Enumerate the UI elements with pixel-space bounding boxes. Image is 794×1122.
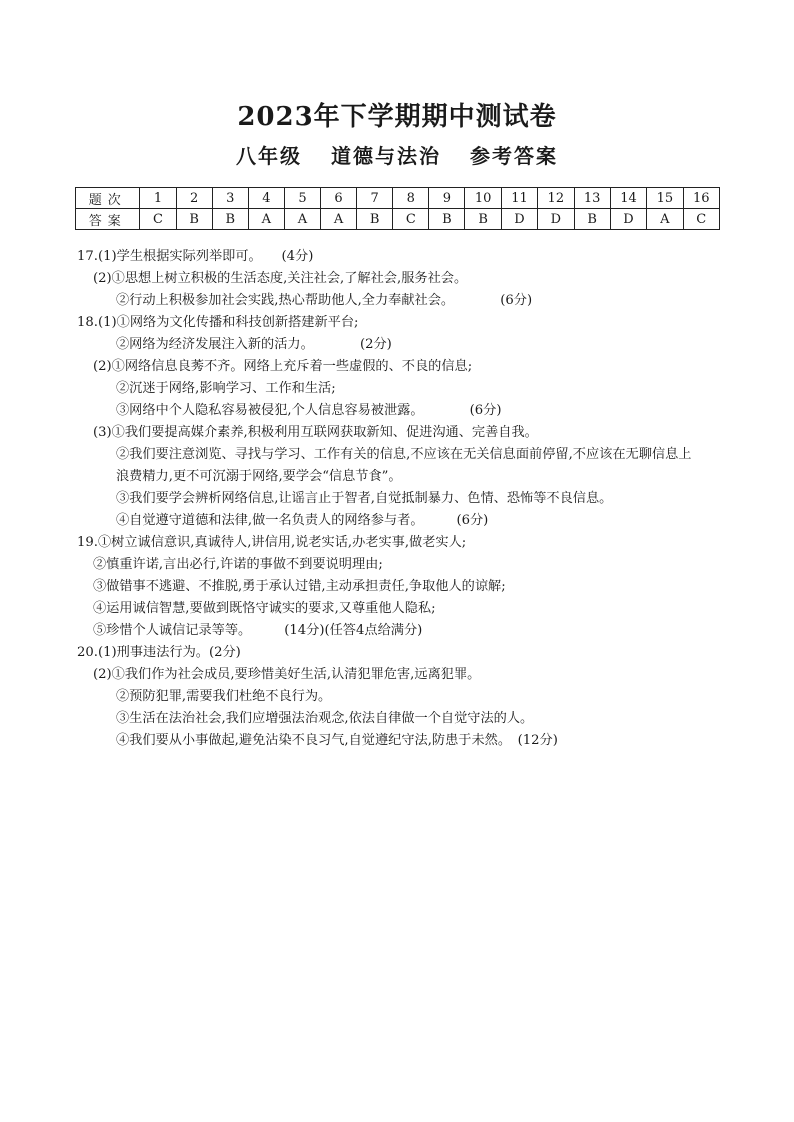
answer-explanations — [77, 246, 727, 752]
answer-line: 20.(1)刑事违法行为。(2分) — [77, 645, 241, 660]
answer-table — [75, 187, 720, 230]
answer-cell: B — [465, 209, 501, 230]
page-subtitle — [0, 140, 794, 169]
answer-line: ②慎重许诺,言出必行,许诺的事做不到要说明理由; — [93, 557, 383, 572]
answer-cell: A — [284, 209, 320, 230]
answer-line: ③生活在法治社会,我们应增强法治观念,依法自律做一个自觉守法的人。 — [116, 711, 534, 726]
question-number-cell: 5 — [284, 188, 320, 209]
answer-line: ②预防犯罪,需要我们杜绝不良行为。 — [116, 689, 332, 704]
question-number-cell: 7 — [357, 188, 393, 209]
subtitle-grade: 八年级 — [236, 144, 303, 168]
answer-cell: A — [647, 209, 683, 230]
row-label-answer: 答案 — [76, 209, 140, 230]
question-number-cell: 10 — [465, 188, 501, 209]
subtitle-subject: 道德与法治 — [331, 144, 441, 168]
answer-cell: C — [393, 209, 429, 230]
question-number-cell: 11 — [501, 188, 537, 209]
answer-line: ④运用诚信智慧,要做到既恪守诚实的要求,又尊重他人隐私; — [93, 601, 436, 616]
answer-line: (2)①我们作为社会成员,要珍惜美好生活,认清犯罪危害,远离犯罪。 — [93, 667, 481, 682]
subtitle-label: 参考答案 — [469, 144, 558, 168]
answer-cell: B — [212, 209, 248, 230]
answer-line: 17.(1)学生根据实际列举即可。 (4分) — [77, 249, 314, 264]
answer-cell: D — [501, 209, 537, 230]
question-number-cell: 1 — [140, 188, 176, 209]
answer-line: ③网络中个人隐私容易被侵犯,个人信息容易被泄露。 (6分) — [116, 403, 502, 418]
answer-line: ④我们要从小事做起,避免沾染不良习气,自觉遵纪守法,防患于未然。 (12分) — [116, 733, 558, 748]
answer-cell: C — [140, 209, 176, 230]
answer-cell: D — [538, 209, 574, 230]
answer-cell: B — [357, 209, 393, 230]
answer-line: (2)①网络信息良莠不齐。网络上充斥着一些虚假的、不良的信息; — [93, 359, 473, 374]
answer-cell: B — [429, 209, 465, 230]
answer-line: ②网络为经济发展注入新的活力。 (2分) — [116, 337, 392, 352]
answer-line: 浪费精力,更不可沉溺于网络,要学会“信息节食”。 — [116, 469, 402, 484]
answer-line: 19.①树立诚信意识,真诚待人,讲信用,说老实话,办老实事,做老实人; — [77, 535, 467, 550]
answer-line: (3)①我们要提高媒介素养,积极利用互联网获取新知、促进沟通、完善自我。 — [93, 425, 538, 440]
question-number-cell: 13 — [574, 188, 610, 209]
answer-line: ②行动上积极参加社会实践,热心帮助他人,全力奉献社会。 (6分) — [116, 293, 533, 308]
answer-cell: B — [574, 209, 610, 230]
question-number-cell: 6 — [321, 188, 357, 209]
question-number-cell: 14 — [610, 188, 646, 209]
question-number-row — [76, 188, 720, 209]
row-label-question: 题次 — [76, 188, 140, 209]
answer-line: ②沉迷于网络,影响学习、工作和生活; — [116, 381, 336, 396]
question-number-cell: 9 — [429, 188, 465, 209]
answer-cell: B — [176, 209, 212, 230]
answer-line: ②我们要注意浏览、寻找与学习、工作有关的信息,不应该在无关信息面前停留,不应该在无聊信息上 — [116, 447, 692, 462]
page-title: 2023年下学期期中测试卷 — [237, 102, 557, 132]
question-number-cell: 3 — [212, 188, 248, 209]
answer-cell: C — [683, 209, 719, 230]
answer-line: (2)①思想上树立积极的生活态度,关注社会,了解社会,服务社会。 — [93, 271, 468, 286]
question-number-cell: 15 — [647, 188, 683, 209]
answer-cell: A — [248, 209, 284, 230]
answer-line: ⑤珍惜个人诚信记录等等。 (14分)(任答4点给满分) — [93, 623, 423, 638]
question-number-cell: 4 — [248, 188, 284, 209]
answer-cell: A — [321, 209, 357, 230]
answer-line: 18.(1)①网络为文化传播和科技创新搭建新平台; — [77, 315, 359, 330]
answer-line: ③我们要学会辨析网络信息,让谣言止于智者,自觉抵制暴力、色情、恐怖等不良信息。 — [116, 491, 613, 506]
answer-cell: D — [610, 209, 646, 230]
answer-line: ④自觉遵守道德和法律,做一名负责人的网络参与者。 (6分) — [116, 513, 489, 528]
question-number-cell: 12 — [538, 188, 574, 209]
question-number-cell: 16 — [683, 188, 719, 209]
answer-row — [76, 209, 720, 230]
question-number-cell: 2 — [176, 188, 212, 209]
question-number-cell: 8 — [393, 188, 429, 209]
answer-line: ③做错事不逃避、不推脱,勇于承认过错,主动承担责任,争取他人的谅解; — [93, 579, 506, 594]
